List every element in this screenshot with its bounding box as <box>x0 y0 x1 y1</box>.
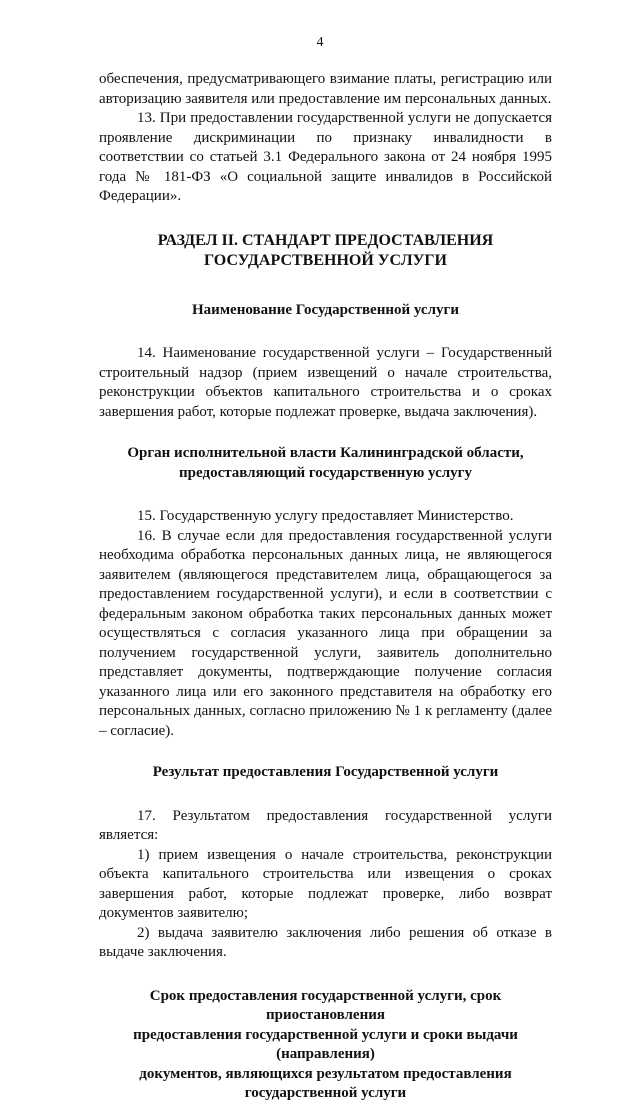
heading-terms-line-4: государственной услуги <box>244 1085 407 1101</box>
heading-authority <box>99 444 552 483</box>
paragraph-17: 17. Результатом предоставления государственной услуги является: <box>99 807 552 843</box>
section-title-line-1: РАЗДЕЛ II. СТАНДАРТ ПРЕДОСТАВЛЕНИЯ <box>157 231 494 249</box>
paragraph-13: 13. При предоставлении государственной услуги не допускается проявление дискриминации по признаку инвалидности в соответствии со статьей 3.1 Федерального закона от 24 ноября 1995 года № 181-ФЗ «О социальной защите инвалидов в Российской Федерации». <box>99 110 552 204</box>
heading-terms <box>99 987 552 1104</box>
heading-terms-line-3: документов, являющихся результатом предоставления <box>139 1065 512 1082</box>
heading-terms-line-1: Срок предоставления государственной услуги, срок приостановления <box>149 987 502 1023</box>
heading-result: Результат предоставления Государственной услуги <box>152 764 499 780</box>
heading-authority-line-2: предоставляющий государственную услугу <box>179 464 472 481</box>
paragraph-17-item-2: 2) выдача заявителю заключения либо решения об отказе в выдаче заключения. <box>99 924 552 960</box>
page-number: 4 <box>316 35 324 50</box>
heading-service-name: Наименование Государственной услуги <box>192 301 459 318</box>
paragraph-continuation: обеспечения, предусматривающего взимание платы, регистрацию или авторизацию заявителя или предоставление им персональных данных. <box>99 71 552 107</box>
heading-terms-line-2: предоставления государственной услуги и сроки выдачи (направления) <box>133 1026 518 1062</box>
paragraph-14: 14. Наименование государственной услуги – Государственный строительный надзор (прием извещений о начале строительства, реконструкции объектов капитального строительства и о сроках завершения работ, которые подлежат проверке, выдача заключения). <box>99 345 552 420</box>
paragraph-17-item-1: 1) прием извещения о начале строительства, реконструкции объекта капитального строительства или извещения о сроках завершения работ, которые подлежат проверке, либо возврат документов заявителю; <box>99 846 552 921</box>
paragraph-15: 15. Государственную услугу предоставляет Министерство. <box>137 508 514 524</box>
paragraph-16: 16. В случае если для предоставления государственной услуги необходима обработка персональных данных лица, не являющегося заявителем (являющегося представителем лица, обращающегося за предоставлением государственной услуги), и если в соответствии с федеральным законом обработка таких персональных данных может осуществляться с согласия указанного лица при обращении за получением государственной услуги, заявитель дополнительно представляет документы, подтверждающие получение согласия указанного лица или его законного представителя на обработку его персональных данных, согласно приложению № 1 к регламенту (далее – согласие). <box>99 527 552 739</box>
document-body <box>99 70 552 1104</box>
section-title-line-2: ГОСУДАРСТВЕННОЙ УСЛУГИ <box>204 251 447 269</box>
heading-authority-line-1: Орган исполнительной власти Калининградской области, <box>127 445 524 461</box>
section-title <box>99 231 552 271</box>
